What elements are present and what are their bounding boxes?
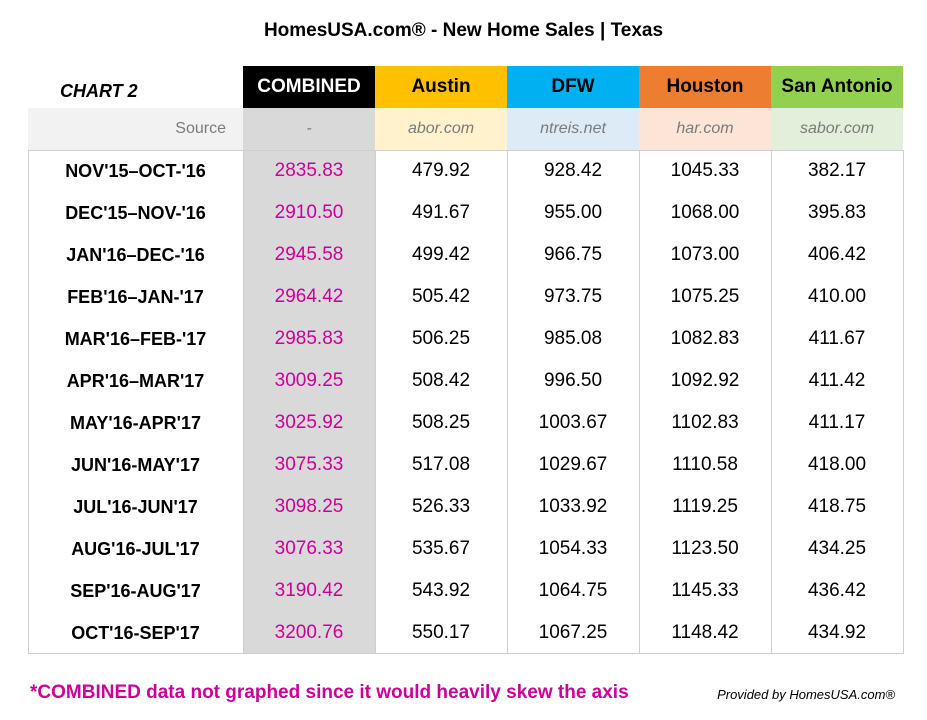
value-cell: 1082.83 bbox=[670, 328, 740, 349]
value-cell: 543.92 bbox=[411, 580, 471, 601]
column-divider bbox=[375, 150, 376, 654]
table-row bbox=[28, 528, 904, 570]
value-cell: 479.92 bbox=[411, 160, 471, 181]
source-cell: sabor.com bbox=[771, 108, 903, 150]
table-row bbox=[28, 570, 904, 612]
value-cell: 1102.83 bbox=[671, 412, 739, 433]
source-cell: ntreis.net bbox=[507, 108, 639, 150]
value-cell: 985.08 bbox=[543, 328, 603, 349]
value-cell: 966.75 bbox=[543, 244, 603, 265]
chart-label: CHART 2 bbox=[60, 81, 138, 101]
value-cell: 1054.33 bbox=[538, 538, 608, 559]
value-cell: 955.00 bbox=[543, 202, 603, 223]
table-row bbox=[28, 234, 904, 276]
column-divider bbox=[771, 150, 772, 654]
value-cell: 410.00 bbox=[807, 286, 867, 307]
value-cell: 506.25 bbox=[411, 328, 471, 349]
table-row bbox=[28, 402, 904, 444]
table-row bbox=[28, 360, 904, 402]
table-row bbox=[28, 192, 904, 234]
value-cell: 411.42 bbox=[808, 370, 866, 391]
table-row bbox=[28, 444, 904, 486]
chart-title: HomesUSA.com® - New Home Sales | Texas bbox=[263, 20, 664, 41]
value-cell: 508.25 bbox=[411, 412, 471, 433]
value-cell: 1029.67 bbox=[538, 454, 608, 475]
value-cell: 434.92 bbox=[807, 622, 867, 643]
value-cell: 491.67 bbox=[411, 202, 471, 223]
value-cell: 973.75 bbox=[543, 286, 603, 307]
value-cell: 526.33 bbox=[411, 496, 471, 517]
value-cell: 395.83 bbox=[807, 202, 867, 223]
combined-value: 3025.92 bbox=[274, 412, 344, 433]
value-cell: 1064.75 bbox=[538, 580, 608, 601]
value-cell: 436.42 bbox=[807, 580, 867, 601]
value-cell: 996.50 bbox=[543, 370, 603, 391]
period-label: MAY'16-APR'17 bbox=[70, 413, 201, 433]
period-label: DEC'15–NOV-'16 bbox=[65, 203, 206, 223]
value-cell: 928.42 bbox=[543, 160, 603, 181]
combined-value: 2945.58 bbox=[274, 244, 344, 265]
period-label: JUN'16-MAY'17 bbox=[71, 455, 200, 475]
period-label: SEP'16-AUG'17 bbox=[70, 581, 201, 601]
column-header: DFW bbox=[507, 66, 639, 108]
value-cell: 1068.00 bbox=[670, 202, 740, 223]
table-row bbox=[28, 612, 904, 654]
value-cell: 411.17 bbox=[808, 412, 866, 433]
value-cell: 1123.50 bbox=[671, 538, 739, 559]
value-cell: 1110.58 bbox=[672, 454, 738, 475]
column-header: Houston bbox=[639, 66, 771, 108]
source-cell: har.com bbox=[639, 108, 771, 150]
value-cell: 434.25 bbox=[807, 538, 867, 559]
combined-value: 3190.42 bbox=[274, 580, 344, 601]
period-label: APR'16–MAR'17 bbox=[66, 371, 205, 391]
combined-value: 2964.42 bbox=[274, 286, 344, 307]
value-cell: 1045.33 bbox=[670, 160, 740, 181]
value-cell: 508.42 bbox=[411, 370, 471, 391]
combined-value: 3009.25 bbox=[274, 370, 344, 391]
value-cell: 418.00 bbox=[807, 454, 867, 475]
column-header: COMBINED bbox=[243, 66, 375, 108]
value-cell: 1148.42 bbox=[671, 622, 739, 643]
column-header: San Antonio bbox=[771, 66, 903, 108]
value-cell: 411.67 bbox=[808, 328, 866, 349]
value-cell: 382.17 bbox=[807, 160, 867, 181]
value-cell: 1003.67 bbox=[538, 412, 608, 433]
value-cell: 1145.33 bbox=[671, 580, 739, 601]
source-cell: - bbox=[243, 108, 375, 150]
value-cell: 1119.25 bbox=[672, 496, 738, 517]
value-cell: 1075.25 bbox=[670, 286, 740, 307]
table-row bbox=[28, 318, 904, 360]
column-divider bbox=[639, 150, 640, 654]
value-cell: 550.17 bbox=[411, 622, 471, 643]
value-cell: 505.42 bbox=[411, 286, 471, 307]
combined-value: 3076.33 bbox=[274, 538, 344, 559]
combined-value: 3075.33 bbox=[274, 454, 344, 475]
value-cell: 1073.00 bbox=[670, 244, 740, 265]
period-label: FEB'16–JAN-'17 bbox=[67, 287, 204, 307]
value-cell: 1092.92 bbox=[670, 370, 740, 391]
value-cell: 517.08 bbox=[411, 454, 471, 475]
footnote: *COMBINED data not graphed since it would heavily skew the axis bbox=[30, 682, 629, 703]
value-cell: 1067.25 bbox=[538, 622, 608, 643]
value-cell: 418.75 bbox=[807, 496, 867, 517]
value-cell: 535.67 bbox=[411, 538, 471, 559]
period-label: JAN'16–DEC-'16 bbox=[66, 245, 205, 265]
value-cell: 499.42 bbox=[411, 244, 471, 265]
period-label: OCT'16-SEP'17 bbox=[71, 623, 200, 643]
value-cell: 406.42 bbox=[807, 244, 867, 265]
value-cell: 1033.92 bbox=[538, 496, 608, 517]
period-label: JUL'16-JUN'17 bbox=[73, 497, 198, 517]
column-divider bbox=[507, 150, 508, 654]
credit: Provided by HomesUSA.com® bbox=[717, 687, 895, 702]
source-cell: abor.com bbox=[375, 108, 507, 150]
combined-value: 2985.83 bbox=[274, 328, 344, 349]
combined-value: 2910.50 bbox=[274, 202, 344, 223]
combined-value: 3200.76 bbox=[274, 622, 344, 643]
column-header: Austin bbox=[375, 66, 507, 108]
period-label: AUG'16-JUL'17 bbox=[71, 539, 200, 559]
period-label: MAR'16–FEB-'17 bbox=[64, 329, 207, 349]
source-label: Source bbox=[28, 108, 243, 150]
period-label: NOV'15–OCT-'16 bbox=[65, 161, 206, 181]
column-divider bbox=[243, 150, 244, 654]
combined-value: 2835.83 bbox=[274, 160, 344, 181]
table-row bbox=[28, 276, 904, 318]
table-row bbox=[28, 150, 904, 192]
table-row bbox=[28, 486, 904, 528]
combined-value: 3098.25 bbox=[274, 496, 344, 517]
